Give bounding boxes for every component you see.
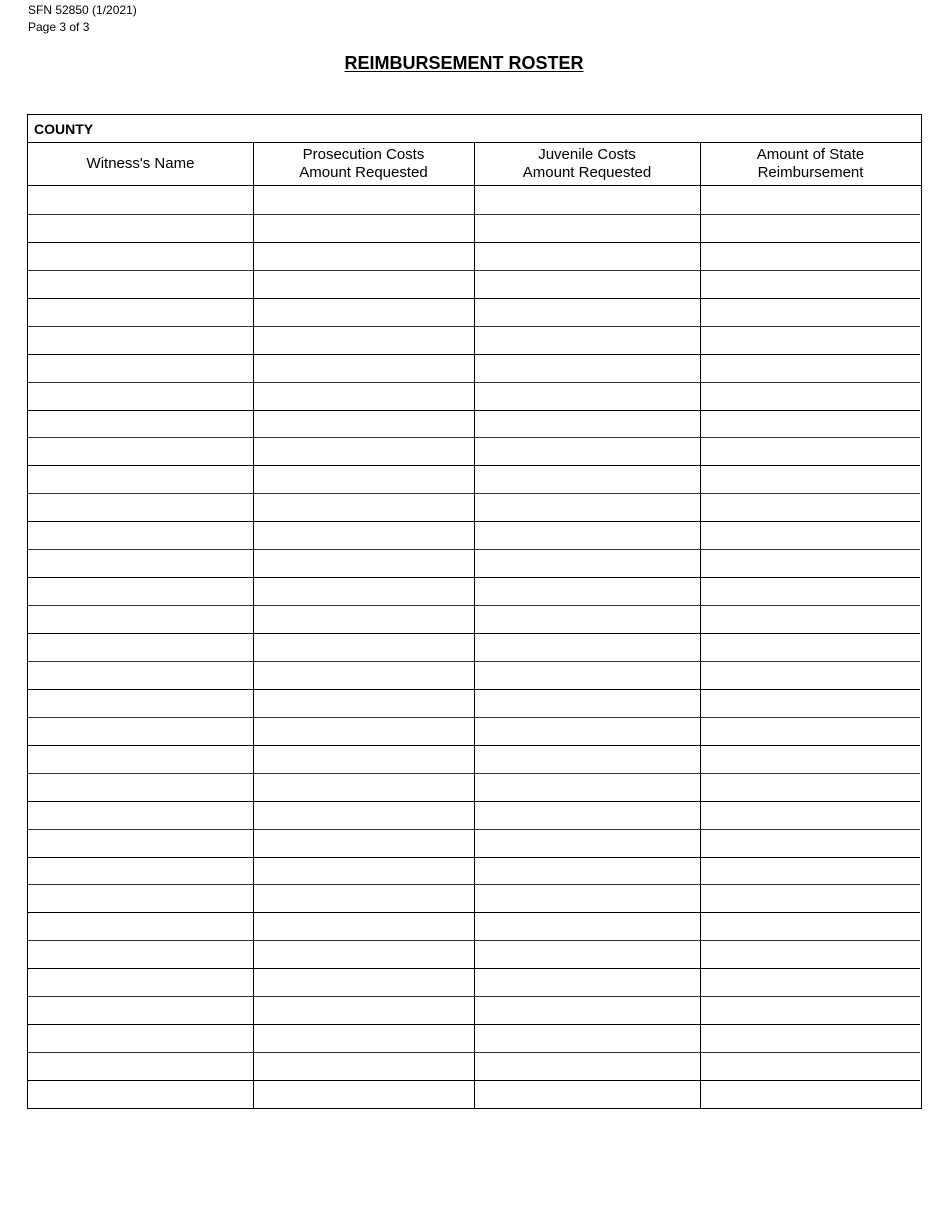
column-header-line: Amount Requested	[299, 164, 428, 181]
juvenile-costs-cell[interactable]	[474, 521, 700, 549]
witness-name-cell[interactable]	[28, 689, 253, 717]
state-reimbursement-cell[interactable]	[700, 549, 921, 577]
state-reimbursement-cell[interactable]	[700, 382, 921, 410]
juvenile-costs-cell[interactable]	[474, 186, 700, 214]
juvenile-costs-cell[interactable]	[474, 437, 700, 465]
prosecution-costs-cell[interactable]	[253, 186, 474, 214]
juvenile-costs-cell[interactable]	[474, 242, 700, 270]
state-reimbursement-cell[interactable]	[700, 214, 921, 242]
witness-name-cell[interactable]	[28, 996, 253, 1024]
state-reimbursement-cell[interactable]	[700, 912, 921, 940]
witness-name-cell[interactable]	[28, 465, 253, 493]
juvenile-costs-cell[interactable]	[474, 745, 700, 773]
juvenile-costs-cell[interactable]	[474, 884, 700, 912]
juvenile-costs-cell[interactable]	[474, 968, 700, 996]
witness-name-cell[interactable]	[28, 577, 253, 605]
prosecution-costs-cell[interactable]	[253, 549, 474, 577]
column-header-line: Prosecution Costs	[302, 146, 425, 163]
state-reimbursement-cell[interactable]	[700, 1024, 921, 1052]
state-reimbursement-cell[interactable]	[700, 829, 921, 857]
prosecution-costs-cell[interactable]	[253, 270, 474, 298]
witness-name-cell[interactable]	[28, 521, 253, 549]
witness-name-cell[interactable]	[28, 270, 253, 298]
prosecution-costs-cell[interactable]	[253, 298, 474, 326]
state-reimbursement-cell[interactable]	[700, 661, 921, 689]
form-number: SFN 52850 (1/2021)	[28, 3, 137, 17]
county-row[interactable]	[28, 115, 921, 143]
juvenile-costs-cell[interactable]	[474, 717, 700, 745]
juvenile-costs-cell[interactable]	[474, 773, 700, 801]
prosecution-costs-cell[interactable]	[253, 354, 474, 382]
state-reimbursement-cell[interactable]	[700, 326, 921, 354]
witness-name-cell[interactable]	[28, 214, 253, 242]
juvenile-costs-cell[interactable]	[474, 214, 700, 242]
state-reimbursement-cell[interactable]	[700, 745, 921, 773]
page-number: Page 3 of 3	[28, 20, 90, 34]
prosecution-costs-cell[interactable]	[253, 1080, 474, 1108]
juvenile-costs-cell[interactable]	[474, 661, 700, 689]
prosecution-costs-cell[interactable]	[253, 996, 474, 1024]
witness-name-cell[interactable]	[28, 801, 253, 829]
county-label: COUNTY	[34, 121, 94, 137]
witness-name-cell[interactable]	[28, 773, 253, 801]
state-reimbursement-cell[interactable]	[700, 186, 921, 214]
state-reimbursement-cell[interactable]	[700, 493, 921, 521]
witness-name-cell[interactable]	[28, 493, 253, 521]
state-reimbursement-cell[interactable]	[700, 857, 921, 885]
state-reimbursement-cell[interactable]	[700, 437, 921, 465]
prosecution-costs-cell[interactable]	[253, 493, 474, 521]
state-reimbursement-cell[interactable]	[700, 940, 921, 968]
state-reimbursement-cell[interactable]	[700, 354, 921, 382]
prosecution-costs-cell[interactable]	[253, 689, 474, 717]
prosecution-costs-cell[interactable]	[253, 382, 474, 410]
state-reimbursement-cell[interactable]	[700, 298, 921, 326]
column-header-line: Amount Requested	[522, 164, 652, 181]
state-reimbursement-cell[interactable]	[700, 884, 921, 912]
column-header-line: Reimbursement	[757, 164, 864, 181]
prosecution-costs-cell[interactable]	[253, 633, 474, 661]
prosecution-costs-cell[interactable]	[253, 745, 474, 773]
juvenile-costs-cell[interactable]	[474, 326, 700, 354]
juvenile-costs-cell[interactable]	[474, 689, 700, 717]
juvenile-costs-cell[interactable]	[474, 1080, 700, 1108]
state-reimbursement-cell[interactable]	[700, 801, 921, 829]
juvenile-costs-cell[interactable]	[474, 605, 700, 633]
witness-name-cell[interactable]	[28, 354, 253, 382]
witness-name-cell[interactable]	[28, 717, 253, 745]
state-reimbursement-cell[interactable]	[700, 242, 921, 270]
witness-name-cell[interactable]	[28, 912, 253, 940]
state-reimbursement-cell[interactable]	[700, 633, 921, 661]
prosecution-costs-cell[interactable]	[253, 605, 474, 633]
juvenile-costs-cell[interactable]	[474, 801, 700, 829]
witness-name-cell[interactable]	[28, 661, 253, 689]
witness-name-cell[interactable]	[28, 1024, 253, 1052]
witness-name-cell[interactable]	[28, 242, 253, 270]
witness-name-cell[interactable]	[28, 410, 253, 438]
state-reimbursement-cell[interactable]	[700, 270, 921, 298]
witness-name-cell[interactable]	[28, 605, 253, 633]
juvenile-costs-cell[interactable]	[474, 549, 700, 577]
witness-name-cell[interactable]	[28, 857, 253, 885]
juvenile-costs-cell[interactable]	[474, 912, 700, 940]
state-reimbursement-cell[interactable]	[700, 1052, 921, 1080]
prosecution-costs-cell[interactable]	[253, 214, 474, 242]
prosecution-costs-cell[interactable]	[253, 1024, 474, 1052]
prosecution-costs-cell[interactable]	[253, 857, 474, 885]
reimbursement-roster-table	[27, 114, 922, 1109]
witness-name-cell[interactable]	[28, 1052, 253, 1080]
witness-name-cell[interactable]	[28, 326, 253, 354]
column-header-state-reimbursement	[700, 143, 921, 185]
column-header-juvenile-costs	[474, 143, 700, 185]
state-reimbursement-cell[interactable]	[700, 605, 921, 633]
state-reimbursement-cell[interactable]	[700, 465, 921, 493]
prosecution-costs-cell[interactable]	[253, 912, 474, 940]
juvenile-costs-cell[interactable]	[474, 465, 700, 493]
state-reimbursement-cell[interactable]	[700, 577, 921, 605]
juvenile-costs-cell[interactable]	[474, 354, 700, 382]
page-title: REIMBURSEMENT ROSTER	[344, 53, 584, 73]
prosecution-costs-cell[interactable]	[253, 437, 474, 465]
prosecution-costs-cell[interactable]	[253, 242, 474, 270]
prosecution-costs-cell[interactable]	[253, 773, 474, 801]
witness-name-cell[interactable]	[28, 633, 253, 661]
column-header-witness-name	[28, 143, 253, 185]
prosecution-costs-cell[interactable]	[253, 801, 474, 829]
prosecution-costs-cell[interactable]	[253, 884, 474, 912]
prosecution-costs-cell[interactable]	[253, 521, 474, 549]
state-reimbursement-cell[interactable]	[700, 689, 921, 717]
state-reimbursement-cell[interactable]	[700, 968, 921, 996]
column-header-line: Juvenile Costs	[538, 146, 636, 163]
prosecution-costs-cell[interactable]	[253, 940, 474, 968]
juvenile-costs-cell[interactable]	[474, 382, 700, 410]
juvenile-costs-cell[interactable]	[474, 996, 700, 1024]
witness-name-cell[interactable]	[28, 745, 253, 773]
state-reimbursement-cell[interactable]	[700, 717, 921, 745]
witness-name-cell[interactable]	[28, 940, 253, 968]
witness-name-cell[interactable]	[28, 298, 253, 326]
prosecution-costs-cell[interactable]	[253, 410, 474, 438]
juvenile-costs-cell[interactable]	[474, 940, 700, 968]
state-reimbursement-cell[interactable]	[700, 773, 921, 801]
column-header-line: Witness's Name	[86, 155, 195, 172]
prosecution-costs-cell[interactable]	[253, 465, 474, 493]
juvenile-costs-cell[interactable]	[474, 857, 700, 885]
state-reimbursement-cell[interactable]	[700, 996, 921, 1024]
witness-name-cell[interactable]	[28, 1080, 253, 1108]
witness-name-cell[interactable]	[28, 437, 253, 465]
prosecution-costs-cell[interactable]	[253, 661, 474, 689]
state-reimbursement-cell[interactable]	[700, 1080, 921, 1108]
juvenile-costs-cell[interactable]	[474, 270, 700, 298]
prosecution-costs-cell[interactable]	[253, 1052, 474, 1080]
juvenile-costs-cell[interactable]	[474, 1024, 700, 1052]
witness-name-cell[interactable]	[28, 549, 253, 577]
witness-name-cell[interactable]	[28, 884, 253, 912]
juvenile-costs-cell[interactable]	[474, 577, 700, 605]
witness-name-cell[interactable]	[28, 186, 253, 214]
state-reimbursement-cell[interactable]	[700, 410, 921, 438]
prosecution-costs-cell[interactable]	[253, 577, 474, 605]
prosecution-costs-cell[interactable]	[253, 717, 474, 745]
juvenile-costs-cell[interactable]	[474, 633, 700, 661]
prosecution-costs-cell[interactable]	[253, 968, 474, 996]
column-header-line: Amount of State	[756, 146, 865, 163]
prosecution-costs-cell[interactable]	[253, 829, 474, 857]
witness-name-cell[interactable]	[28, 382, 253, 410]
juvenile-costs-cell[interactable]	[474, 410, 700, 438]
juvenile-costs-cell[interactable]	[474, 493, 700, 521]
juvenile-costs-cell[interactable]	[474, 298, 700, 326]
juvenile-costs-cell[interactable]	[474, 829, 700, 857]
state-reimbursement-cell[interactable]	[700, 521, 921, 549]
column-header-prosecution-costs	[253, 143, 474, 185]
prosecution-costs-cell[interactable]	[253, 326, 474, 354]
witness-name-cell[interactable]	[28, 968, 253, 996]
juvenile-costs-cell[interactable]	[474, 1052, 700, 1080]
witness-name-cell[interactable]	[28, 829, 253, 857]
